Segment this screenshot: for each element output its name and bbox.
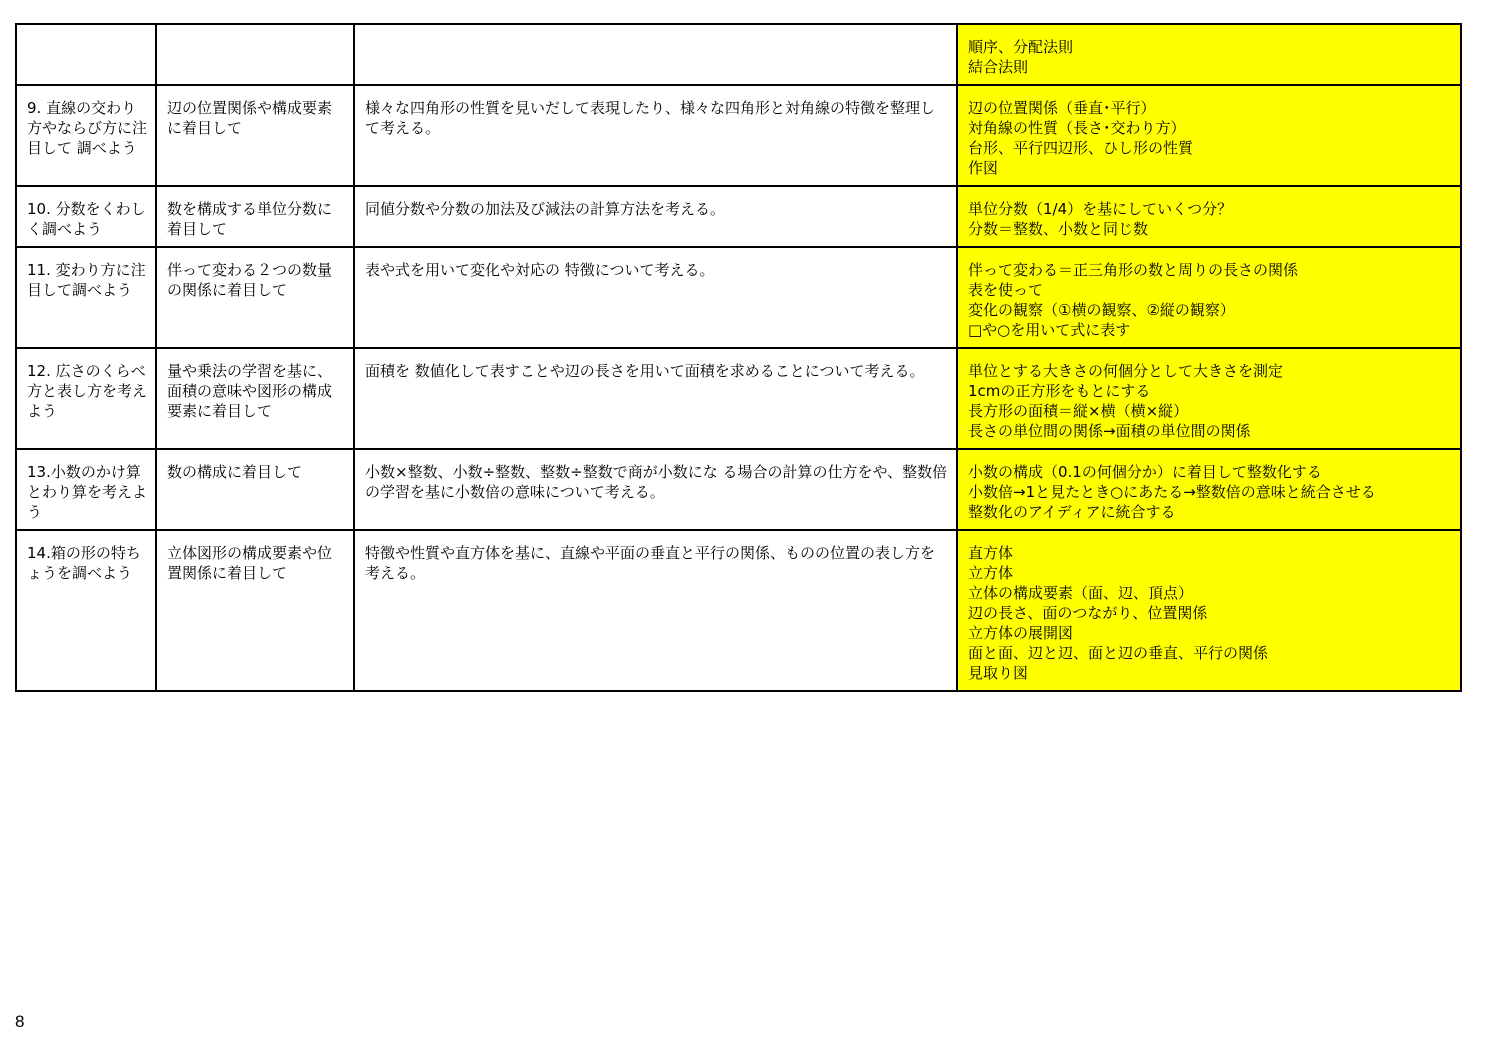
point-line: 面と面、辺と辺、面と辺の垂直、平行の関係 — [968, 644, 1269, 662]
thinking-cell: 小数×整数、小数÷整数、整数÷整数で商が小数にな る場合の計算の仕方をや、整数倍の学習を基に小数倍の意味について考える。 — [354, 449, 957, 530]
table-row — [16, 530, 1461, 691]
point-line: 立方体の展開図 — [968, 624, 1074, 642]
thinking-cell: 表や式を用いて変化や対応の 特徴について考える。 — [354, 247, 957, 348]
page-number: 8 — [15, 1012, 25, 1031]
focus-cell: 数を構成する単位分数に着目して — [156, 186, 354, 247]
point-line: 伴って変わる＝正三角形の数と周りの長さの関係 — [968, 261, 1299, 279]
point-line: 見取り図 — [968, 664, 1029, 682]
point-line: 単位分数（1/4）を基にしていくつ分？ — [968, 200, 1233, 218]
thinking-cell — [354, 24, 957, 85]
unit-cell: 9. 直線の交わり方やならび方に注目して 調べよう — [16, 85, 156, 186]
point-line: 表を使って — [968, 281, 1044, 299]
point-line: 立体の構成要素（面、辺、頂点） — [968, 584, 1194, 602]
point-line: 立方体 — [968, 564, 1014, 582]
point-line: 整数化のアイディアに統合する — [968, 503, 1176, 521]
thinking-cell: 面積を 数値化して表すことや辺の長さを用いて面積を求めることについて考える。 — [354, 348, 957, 449]
point-line: 対角線の性質（長さ･交わり方） — [968, 119, 1186, 137]
point-line: 辺の長さ、面のつながり、位置関係 — [968, 604, 1208, 622]
unit-cell: 14.箱の形の特ちょうを調べよう — [16, 530, 156, 691]
thinking-cell: 特徴や性質や直方体を基に、直線や平面の垂直と平行の関係、ものの位置の表し方を考える。 — [354, 530, 957, 691]
point-line: 長方形の面積＝縦×横（横×縦） — [968, 402, 1189, 420]
point-line: 結合法則 — [968, 58, 1029, 76]
thinking-cell: 同値分数や分数の加法及び減法の計算方法を考える。 — [354, 186, 957, 247]
unit-cell: 13.小数のかけ算とわり算を考えよう — [16, 449, 156, 530]
table-row — [16, 186, 1461, 247]
point-line: 長さの単位間の関係→面積の単位間の関係 — [968, 422, 1251, 440]
point-line: 変化の観察（①横の観察、②縦の観察） — [968, 301, 1235, 319]
unit-cell: 11. 変わり方に注目して調べよう — [16, 247, 156, 348]
point-line: □や○を用いて式に表す — [968, 321, 1131, 339]
points-cell — [957, 85, 1461, 186]
unit-cell: 12. 広さのくらべ方と表し方を考えよう — [16, 348, 156, 449]
focus-cell: 量や乗法の学習を基に、面積の意味や図形の構成要素に着目して — [156, 348, 354, 449]
unit-cell — [16, 24, 156, 85]
points-cell — [957, 348, 1461, 449]
focus-cell: 立体図形の構成要素や位置関係に着目して — [156, 530, 354, 691]
point-line: 台形、平行四辺形、ひし形の性質 — [968, 139, 1194, 157]
focus-cell — [156, 24, 354, 85]
table-row — [16, 348, 1461, 449]
focus-cell: 辺の位置関係や構成要素に着目して — [156, 85, 354, 186]
table-row — [16, 449, 1461, 530]
point-line: 1cmの正方形をもとにする — [968, 382, 1151, 400]
point-line: 分数＝整数、小数と同じ数 — [968, 220, 1149, 238]
focus-cell: 数の構成に着目して — [156, 449, 354, 530]
focus-cell: 伴って変わる２つの数量の関係に着目して — [156, 247, 354, 348]
points-cell — [957, 530, 1461, 691]
points-cell — [957, 186, 1461, 247]
table-row — [16, 247, 1461, 348]
point-line: 順序、分配法則 — [968, 38, 1074, 56]
unit-plan-table — [15, 23, 1462, 692]
points-cell — [957, 247, 1461, 348]
point-line: 単位とする大きさの何個分として大きさを測定 — [968, 362, 1284, 380]
thinking-cell: 様々な四角形の性質を見いだして表現したり、様々な四角形と対角線の特徴を整理して考える。 — [354, 85, 957, 186]
points-cell — [957, 449, 1461, 530]
points-cell — [957, 24, 1461, 85]
point-line: 小数倍→1と見たとき○にあたる→整数倍の意味と統合させる — [968, 483, 1376, 501]
point-line: 辺の位置関係（垂直･平行） — [968, 99, 1156, 117]
point-line: 直方体 — [968, 544, 1014, 562]
table-row — [16, 85, 1461, 186]
unit-cell: 10. 分数をくわしく調べよう — [16, 186, 156, 247]
point-line: 作図 — [968, 159, 999, 177]
point-line: 小数の構成（0.1の何個分か）に着目して整数化する — [968, 463, 1322, 481]
table-row — [16, 24, 1461, 85]
